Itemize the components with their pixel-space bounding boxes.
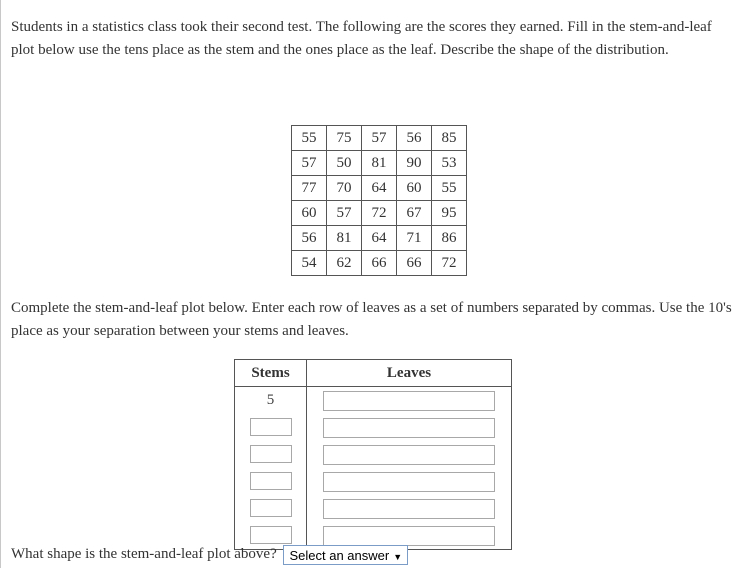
score-cell: 81 (327, 226, 362, 251)
stem-input[interactable] (250, 418, 292, 436)
score-cell: 86 (432, 226, 467, 251)
stems-header: Stems (235, 360, 307, 387)
scores-row (292, 251, 467, 276)
leaves-header: Leaves (307, 360, 512, 387)
stem-input[interactable] (250, 499, 292, 517)
score-cell: 53 (432, 151, 467, 176)
score-cell: 66 (397, 251, 432, 276)
stem-value: 5 (266, 392, 275, 408)
stem-input[interactable] (250, 472, 292, 490)
scores-row (292, 126, 467, 151)
stem-leaf-row (235, 495, 512, 522)
score-cell: 90 (397, 151, 432, 176)
shape-select-value: Select an answer (289, 547, 390, 563)
score-cell: 64 (362, 226, 397, 251)
leaves-input[interactable] (323, 499, 495, 519)
stem-cell (235, 387, 307, 415)
stem-leaf-row (235, 441, 512, 468)
leaf-cell (307, 387, 512, 415)
instructions-paragraph: Complete the stem-and-leaf plot below. Enter each row of leaves as a set of numbers separated by commas. Use the 10's place as your separation between your stems and leaves. (11, 300, 732, 339)
score-cell: 70 (327, 176, 362, 201)
score-cell: 57 (292, 151, 327, 176)
score-cell: 77 (292, 176, 327, 201)
score-cell: 64 (362, 176, 397, 201)
scores-row (292, 226, 467, 251)
score-cell: 56 (397, 126, 432, 151)
score-cell: 55 (432, 176, 467, 201)
shape-select[interactable] (283, 545, 408, 565)
shape-question-label: What shape is the stem-and-leaf plot above? (11, 546, 277, 562)
score-cell: 75 (327, 126, 362, 151)
stem-leaf-row (235, 414, 512, 441)
shape-question (11, 543, 408, 565)
score-cell: 62 (327, 251, 362, 276)
stem-leaf-row (235, 468, 512, 495)
score-cell: 50 (327, 151, 362, 176)
scores-row (292, 201, 467, 226)
score-cell: 56 (292, 226, 327, 251)
score-cell: 67 (397, 201, 432, 226)
stem-leaf-table (234, 359, 512, 550)
score-cell: 72 (432, 251, 467, 276)
stem-leaf-row (235, 387, 512, 415)
score-cell: 66 (362, 251, 397, 276)
leaves-input[interactable] (323, 472, 495, 492)
score-cell: 81 (362, 151, 397, 176)
score-cell: 60 (397, 176, 432, 201)
leaves-input[interactable] (323, 445, 495, 465)
intro-paragraph: Students in a statistics class took their second test. The following are the scores they earned. Fill in the stem-and-leaf plot below use the tens place as the stem and the ones place as the leaf. Describe the shape of the distribution. (11, 19, 712, 58)
score-cell: 55 (292, 126, 327, 151)
score-cell: 54 (292, 251, 327, 276)
leaves-input[interactable] (323, 418, 495, 438)
chevron-down-icon: ▼ (393, 551, 403, 562)
page-left-border (0, 0, 1, 568)
scores-row (292, 151, 467, 176)
stem-input[interactable] (250, 445, 292, 463)
score-cell: 71 (397, 226, 432, 251)
score-cell: 72 (362, 201, 397, 226)
scores-row (292, 176, 467, 201)
score-cell: 57 (327, 201, 362, 226)
score-cell: 60 (292, 201, 327, 226)
score-cell: 85 (432, 126, 467, 151)
scores-table (291, 125, 467, 276)
score-cell: 57 (362, 126, 397, 151)
score-cell: 95 (432, 201, 467, 226)
stem-input[interactable] (250, 526, 292, 544)
leaves-input[interactable] (323, 391, 495, 411)
